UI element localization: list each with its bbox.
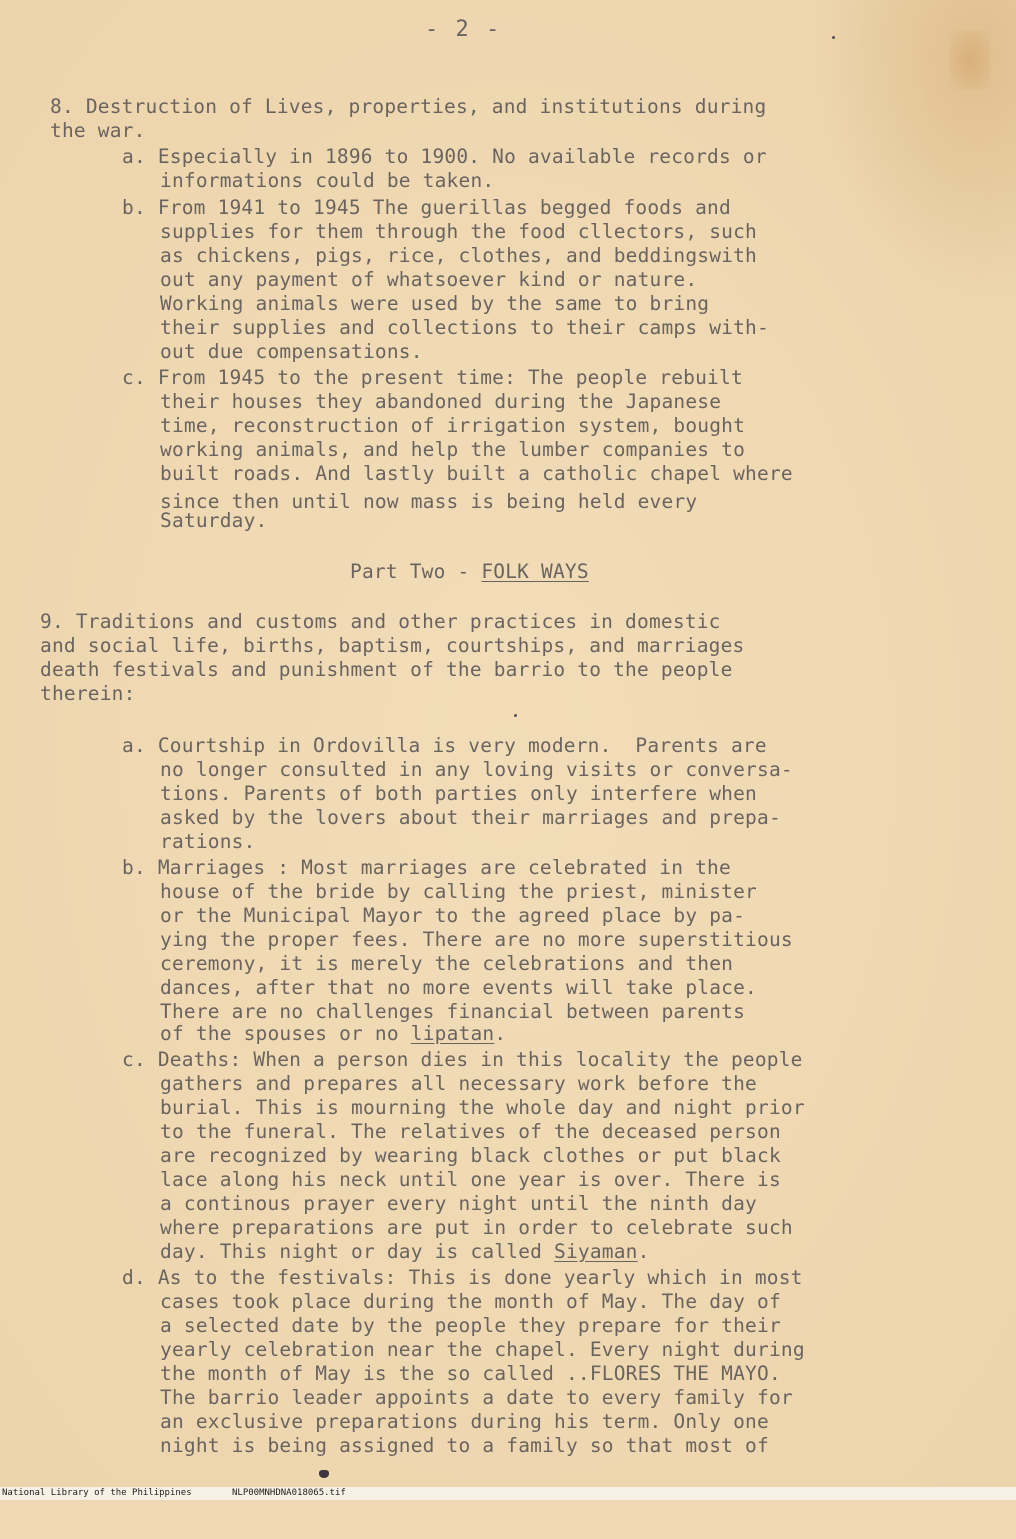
section-9-line: and social life, births, baptism, courtships, and marriages bbox=[40, 634, 745, 657]
section-9b-line: or the Municipal Mayor to the agreed place by pa- bbox=[160, 904, 746, 927]
section-9d-line: The barrio leader appoints a date to every family for bbox=[160, 1386, 793, 1409]
section-8c-line: Saturday. bbox=[160, 509, 268, 532]
paper-stain bbox=[950, 30, 990, 90]
section-9d-line: an exclusive preparations during his term. Only one bbox=[160, 1410, 769, 1433]
section-8c-line: working animals, and help the lumber companies to bbox=[160, 438, 746, 461]
section-9c-line: where preparations are put in order to celebrate such bbox=[160, 1216, 793, 1239]
ink-dot bbox=[832, 36, 835, 39]
section-9c-line: gathers and prepares all necessary work before the bbox=[160, 1072, 757, 1095]
section-9b-last-prefix: of the spouses or no bbox=[160, 1022, 411, 1045]
section-9c-line: a continous prayer every night until the ninth day bbox=[160, 1192, 757, 1215]
part-two-heading bbox=[350, 560, 589, 584]
part-two-title: FOLK WAYS bbox=[481, 560, 589, 583]
section-9d-line: a selected date by the people they prepare for their bbox=[160, 1314, 781, 1337]
section-8c-line: their houses they abandoned during the Japanese bbox=[160, 390, 722, 413]
section-9b-line: ceremony, it is merely the celebrations and then bbox=[160, 952, 734, 975]
section-9c-line: burial. This is mourning the whole day and night prior bbox=[160, 1096, 805, 1119]
section-8b-line: out any payment of whatsoever kind or nature. bbox=[160, 268, 698, 291]
section-9c-line: to the funeral. The relatives of the deceased person bbox=[160, 1120, 781, 1143]
siyaman-term: Siyaman bbox=[554, 1240, 638, 1263]
section-8b-line: Working animals were used by the same to bring bbox=[160, 292, 710, 315]
section-9c-line: are recognized by wearing black clothes or put black bbox=[160, 1144, 781, 1167]
section-8b-line: their supplies and collections to their camps with- bbox=[160, 316, 769, 339]
section-9b-line: house of the bride by calling the priest, minister bbox=[160, 880, 757, 903]
section-9d-line: cases took place during the month of May. The day of bbox=[160, 1290, 781, 1313]
section-9a-line: asked by the lovers about their marriages and prepa- bbox=[160, 806, 781, 829]
section-9-line: 9. Traditions and customs and other practices in domestic bbox=[40, 610, 721, 633]
section-8b-line: b. From 1941 to 1945 The guerillas begged foods and bbox=[122, 196, 731, 219]
section-9a-line: a. Courtship in Ordovilla is very modern. Parents are bbox=[122, 734, 767, 757]
section-9c-last-prefix: day. This night or day is called bbox=[160, 1240, 555, 1263]
section-8b-line: as chickens, pigs, rice, clothes, and beddingswith bbox=[160, 244, 757, 267]
section-8b-line: out due compensations. bbox=[160, 340, 423, 363]
section-8-heading: 8. Destruction of Lives, properties, and institutions during bbox=[50, 95, 767, 118]
part-two-prefix: Part Two - bbox=[350, 560, 482, 583]
section-9b-line: There are no challenges financial between parents bbox=[160, 1000, 746, 1023]
section-9a-line: rations. bbox=[160, 830, 256, 853]
section-9c-last-line bbox=[160, 1240, 650, 1264]
lipatan-term: lipatan bbox=[410, 1022, 495, 1045]
section-9d-line: d. As to the festivals: This is done yearly which in most bbox=[122, 1266, 803, 1289]
footer-library: National Library of the Philippines bbox=[2, 1488, 192, 1498]
section-8c-line: c. From 1945 to the present time: The people rebuilt bbox=[122, 366, 743, 389]
footer-file-id: NLP00MNHDNA018065.tif bbox=[232, 1488, 346, 1498]
section-9b-line: b. Marriages : Most marriages are celebrated in the bbox=[122, 856, 731, 879]
section-8c-line: time, reconstruction of irrigation system, bought bbox=[160, 414, 746, 437]
section-9b-line: ying the proper fees. There are no more superstitious bbox=[160, 928, 793, 951]
section-9c-line: lace along his neck until one year is over. There is bbox=[160, 1168, 781, 1191]
section-8b-line: supplies for them through the food cllectors, such bbox=[160, 220, 757, 243]
section-8a-line: a. Especially in 1896 to 1900. No available records or bbox=[122, 145, 767, 168]
archive-footer bbox=[0, 1487, 1016, 1500]
section-9c-last-suffix: . bbox=[637, 1240, 650, 1263]
section-8c-line: since then until now mass is being held every bbox=[160, 490, 698, 513]
section-9-line: therein: bbox=[40, 682, 136, 705]
section-8c-line: built roads. And lastly built a catholic chapel where bbox=[160, 462, 793, 485]
section-9c-line: c. Deaths: When a person dies in this locality the people bbox=[122, 1048, 803, 1071]
section-9d-line: night is being assigned to a family so that most of bbox=[160, 1434, 769, 1457]
section-9b-last-line bbox=[160, 1022, 506, 1046]
page-number: - 2 - bbox=[425, 17, 502, 42]
section-9b-line: dances, after that no more events will take place. bbox=[160, 976, 757, 999]
section-9a-line: no longer consulted in any loving visits or conversa- bbox=[160, 758, 793, 781]
section-9b-last-suffix: . bbox=[494, 1022, 507, 1045]
section-9d-line: yearly celebration near the chapel. Every night during bbox=[160, 1338, 805, 1361]
section-8-heading-cont: the war. bbox=[50, 119, 146, 142]
section-9d-line: the month of May is the so called ..FLORES THE MAYO. bbox=[160, 1362, 781, 1385]
section-8a-line: informations could be taken. bbox=[160, 169, 495, 192]
section-9-line: death festivals and punishment of the barrio to the people bbox=[40, 658, 733, 681]
ink-mark bbox=[319, 1470, 329, 1478]
ink-dot bbox=[514, 714, 517, 717]
section-9a-line: tions. Parents of both parties only interfere when bbox=[160, 782, 757, 805]
